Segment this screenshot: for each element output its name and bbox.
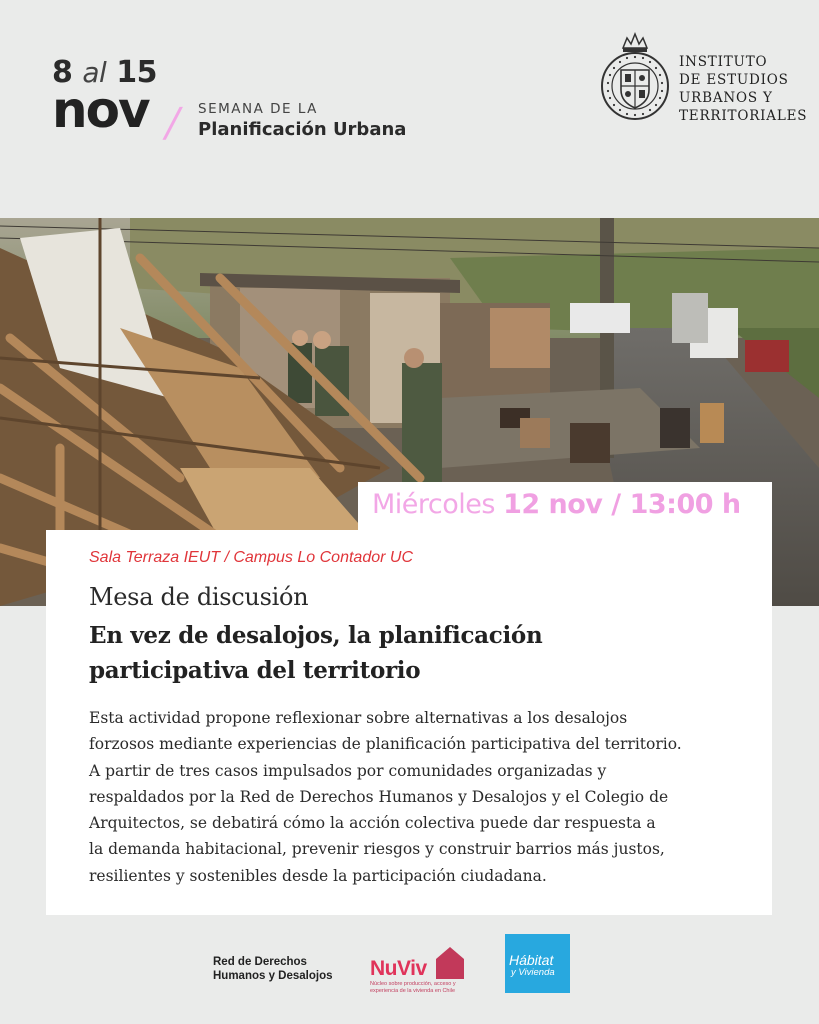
session-title (89, 618, 729, 688)
event-name-line1: SEMANA DE LA (198, 101, 318, 117)
venue: Sala Terraza IEUT / Campus Lo Contador UC (89, 549, 413, 566)
nuviv-word: NuViv (370, 957, 427, 980)
institute-line3: URBANOS Y (679, 90, 773, 106)
institute-name (679, 53, 807, 125)
event-card (46, 530, 772, 915)
habitat-vivienda-logo (505, 934, 570, 993)
nuviv-subtitle: Núcleo sobre producción, acceso y experiencia de la vivienda en Chile (370, 981, 456, 994)
session-day: Miércoles (372, 489, 495, 520)
desc-line: la demanda habitacional, prevenir riesgos y construir barrios más justos, (89, 840, 665, 859)
habitat-line1: Hábitat (509, 952, 554, 968)
institute-line1: INSTITUTO (679, 54, 768, 70)
session-datetime-text (372, 489, 741, 520)
institute-line4: TERRITORIALES (679, 108, 808, 124)
session-title-line1: En vez de desalojos, la planificación (89, 622, 543, 649)
red-logo-line1: Red de Derechos (213, 956, 307, 968)
slash-divider: / (161, 100, 185, 146)
desc-line: Esta actividad propone reflexionar sobre alternativas a los desalojos (89, 709, 628, 727)
habitat-line2: y Vivienda (511, 967, 555, 978)
session-kind: Mesa de discusión (89, 583, 309, 611)
date-month: nov (52, 81, 149, 139)
session-date-time: 12 nov / 13:00 h (503, 489, 741, 520)
session-description (89, 705, 749, 889)
desc-line: A partir de tres casos impulsados por comunidades organizadas y (89, 761, 607, 780)
desc-line: forzosos mediante experiencias de planificación participativa del territorio. (89, 735, 682, 754)
red-derechos-logo (213, 955, 333, 983)
session-datetime (358, 482, 772, 530)
session-title-line2: participativa del territorio (89, 657, 421, 684)
date-start: 8 (52, 55, 73, 90)
desc-line: Arquitectos, se debatirá cómo la acción colectiva puede dar respuesta a (89, 814, 656, 833)
event-name (198, 101, 406, 140)
institute-line2: DE ESTUDIOS (679, 72, 789, 88)
university-seal-icon (599, 28, 671, 124)
date-al: al (82, 56, 107, 89)
red-logo-line2: Humanos y Desalojos (213, 970, 333, 982)
desc-line: respaldados por la Red de Derechos Humanos y Desalojos y el Colegio de (89, 787, 669, 806)
nuviv-logo (368, 945, 468, 997)
event-dates (52, 55, 157, 139)
event-name-line2: Planificación Urbana (198, 119, 407, 140)
date-end: 15 (116, 55, 157, 90)
desc-line: resilientes y sostenibles desde la participación ciudadana. (89, 866, 547, 885)
